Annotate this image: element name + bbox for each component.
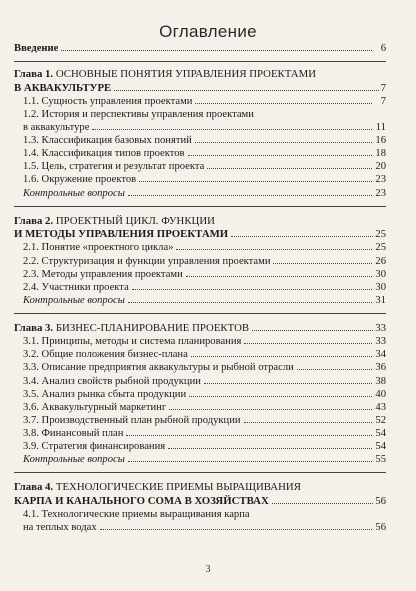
toc-entry[interactable] <box>14 281 386 294</box>
toc-entry[interactable] <box>14 361 386 374</box>
page-title: Оглавление <box>159 22 257 41</box>
toc-entry-questions[interactable] <box>14 294 386 307</box>
toc-entry-page: 7 <box>380 95 386 107</box>
leader-dots <box>252 330 373 331</box>
toc-entry[interactable] <box>14 388 386 401</box>
toc-entry[interactable] <box>14 440 386 453</box>
toc-entry[interactable] <box>14 241 386 254</box>
chapter-prefix: Глава 3. <box>14 321 54 334</box>
toc-entry-page: 30 <box>375 281 386 293</box>
leader-dots <box>189 396 372 397</box>
leader-dots <box>132 289 372 290</box>
toc-entry-page: 26 <box>375 255 386 267</box>
chapter-title-line: БИЗНЕС-ПЛАНИРОВАНИЕ ПРОЕКТОВ <box>55 321 250 334</box>
toc-entry-page: 11 <box>375 122 386 134</box>
toc-entry-title: 3.5. Анализ рынка сбыта продукции <box>23 388 187 400</box>
toc-entry-page: 23 <box>375 174 386 186</box>
chapter-title-line: ТЕХНОЛОГИЧЕСКИЕ ПРИЕМЫ ВЫРАЩИВАНИЯ <box>55 481 301 494</box>
toc-entry-page: 54 <box>375 427 386 439</box>
toc-entry-page: 55 <box>375 454 386 466</box>
table-of-contents <box>14 42 386 534</box>
leader-dots <box>128 302 372 303</box>
chapter-heading-2-line2[interactable] <box>14 228 386 241</box>
toc-entry[interactable] <box>14 375 386 388</box>
toc-entry-page: 31 <box>375 294 386 306</box>
toc-entry-title: 1.4. Классификация типов проектов <box>23 148 185 160</box>
toc-entry-page: 7 <box>380 81 386 94</box>
toc-entry-title: Контрольные вопросы <box>23 454 125 466</box>
divider <box>14 206 386 207</box>
toc-entry-title: Контрольные вопросы <box>23 294 125 306</box>
toc-entry[interactable] <box>14 160 386 173</box>
toc-entry-page: 40 <box>375 388 386 400</box>
leader-dots <box>176 249 372 250</box>
toc-entry-page: 25 <box>375 242 386 254</box>
page-number: 3 <box>205 564 211 575</box>
chapter-title-line: И МЕТОДЫ УПРАВЛЕНИЯ ПРОЕКТАМИ <box>14 228 229 241</box>
toc-entry[interactable] <box>14 521 386 534</box>
toc-entry-page: 18 <box>375 148 386 160</box>
leader-dots <box>168 448 372 449</box>
toc-entry-page: 33 <box>375 336 386 348</box>
toc-entry[interactable] <box>14 173 386 186</box>
toc-entry-questions[interactable] <box>14 187 386 200</box>
toc-entry-page: 16 <box>375 135 386 147</box>
toc-entry-title: 1.5. Цель, стратегия и результат проекта <box>23 161 205 173</box>
toc-entry-title: 2.2. Структуризация и функции управления проектами <box>23 255 271 267</box>
toc-entry-title: 3.7. Производственный план рыбной продукции <box>23 414 241 426</box>
toc-entry[interactable] <box>14 427 386 440</box>
toc-entry-continuation: на теплых водах <box>23 522 97 534</box>
toc-entry-title: 3.4. Анализ свойств рыбной продукции <box>23 375 201 387</box>
toc-entry-questions[interactable] <box>14 453 386 466</box>
toc-entry-title: 2.4. Участники проекта <box>23 281 129 293</box>
toc-entry-continuation: в аквакультуре <box>23 122 90 134</box>
leader-dots <box>61 50 372 51</box>
toc-entry[interactable] <box>14 95 386 108</box>
toc-entry[interactable] <box>14 268 386 281</box>
toc-entry[interactable] <box>14 121 386 134</box>
toc-entry-title: 3.2. Общие положения бизнес-плана <box>23 349 188 361</box>
toc-entry-title: 2.3. Методы управления проектами <box>23 268 183 280</box>
chapter-heading-4[interactable] <box>14 481 386 494</box>
leader-dots <box>128 461 372 462</box>
chapter-prefix: Глава 1. <box>14 68 54 81</box>
toc-entry-page: 33 <box>375 321 386 334</box>
chapter-title-line: В АКВАКУЛЬТУРЕ <box>14 81 112 94</box>
toc-entry-page: 30 <box>375 268 386 280</box>
leader-dots <box>272 503 373 504</box>
toc-entry-title: 1.6. Окружение проектов <box>23 174 137 186</box>
chapter-heading-4-line2[interactable] <box>14 495 386 508</box>
chapter-title-line: ПРОЕКТНЫЙ ЦИКЛ. ФУНКЦИИ <box>55 214 215 227</box>
toc-entry-title: 3.9. Стратегия финансирования <box>23 441 166 453</box>
toc-entry[interactable] <box>14 134 386 147</box>
leader-dots <box>126 435 372 436</box>
toc-entry-page: 23 <box>375 187 386 199</box>
leader-dots <box>128 195 372 196</box>
toc-entry[interactable] <box>14 414 386 427</box>
toc-entry-page: 54 <box>375 441 386 453</box>
leader-dots <box>139 181 372 182</box>
toc-entry-page: 25 <box>375 228 386 241</box>
toc-entry-page: 36 <box>375 362 386 374</box>
leader-dots <box>114 90 378 91</box>
chapter-title-line: ОСНОВНЫЕ ПОНЯТИЯ УПРАВЛЕНИЯ ПРОЕКТАМИ <box>55 68 317 81</box>
toc-entry-page: 56 <box>375 494 386 507</box>
leader-dots <box>186 276 372 277</box>
divider <box>14 61 386 62</box>
toc-entry[interactable] <box>14 255 386 268</box>
chapter-prefix: Глава 2. <box>14 214 54 227</box>
toc-entry-title: 1.3. Классификация базовых понятий <box>23 135 192 147</box>
toc-entry[interactable] <box>14 348 386 361</box>
leader-dots <box>92 129 372 130</box>
toc-entry[interactable] <box>14 147 386 160</box>
chapter-heading-2[interactable] <box>14 215 386 228</box>
divider <box>14 472 386 473</box>
chapter-heading-3[interactable] <box>14 322 386 335</box>
leader-dots <box>195 103 372 104</box>
toc-entry-title: Введение <box>14 43 59 54</box>
toc-entry-page: 38 <box>375 375 386 387</box>
chapter-prefix: Глава 4. <box>14 481 54 494</box>
chapter-title-line: КАРПА И КАНАЛЬНОГО СОМА В ХОЗЯЙСТВАХ <box>14 494 269 507</box>
toc-entry-title: 2.1. Понятие «проектного цикла» <box>23 242 174 254</box>
toc-entry-title: Контрольные вопросы <box>23 187 125 199</box>
toc-entry-page: 43 <box>375 401 386 413</box>
toc-entry[interactable] <box>14 401 386 414</box>
leader-dots <box>204 383 372 384</box>
leader-dots <box>297 369 372 370</box>
toc-entry-title: 3.6. Аквакультурный маркетинг <box>23 401 167 413</box>
divider <box>14 313 386 314</box>
toc-entry-page: 6 <box>380 43 386 54</box>
leader-dots <box>169 409 372 410</box>
toc-entry-title: 3.1. Принципы, методы и система планирования <box>23 336 242 348</box>
leader-dots <box>188 155 372 156</box>
leader-dots <box>100 529 372 530</box>
toc-entry-title: 3.3. Описание предприятия аквакультуры и рыбной отрасли <box>23 362 294 374</box>
toc-entry-title: 3.8. Финансовый план <box>23 427 124 439</box>
leader-dots <box>244 343 372 344</box>
toc-entry-title[interactable]: 4.1. Технологические приемы выращивания карпа <box>23 509 250 521</box>
toc-entry-title[interactable]: 1.2. История и перспективы управления проектами <box>23 108 254 120</box>
toc-entry-page: 52 <box>375 414 386 426</box>
toc-entry-title: 1.1. Сущность управления проектами <box>23 95 193 107</box>
toc-entry-intro[interactable] <box>14 42 386 55</box>
leader-dots <box>273 263 372 264</box>
leader-dots <box>191 356 372 357</box>
leader-dots <box>207 168 372 169</box>
toc-entry[interactable] <box>14 335 386 348</box>
toc-entry-page: 34 <box>375 349 386 361</box>
leader-dots <box>244 422 372 423</box>
leader-dots <box>231 236 373 237</box>
chapter-heading-1-line2[interactable] <box>14 82 386 95</box>
chapter-heading-1[interactable] <box>14 68 386 81</box>
leader-dots <box>195 142 372 143</box>
toc-entry-page: 56 <box>375 522 386 534</box>
toc-entry-page: 20 <box>375 161 386 173</box>
